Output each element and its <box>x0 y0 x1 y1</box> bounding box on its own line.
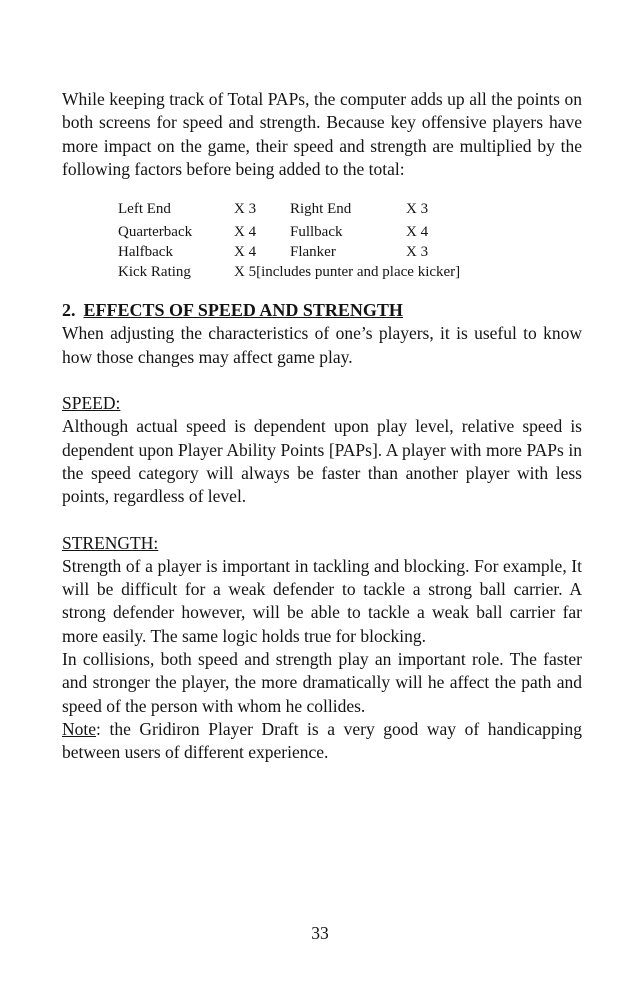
intro-paragraph: While keeping track of Total PAPs, the computer adds up all the points on both screens for speed and strength. Because key offensive players have more impact on the game, their speed and strength are multiplied by the following factors before being added to the total: <box>62 89 582 179</box>
kick-rating-note: [includes punter and place kicker] <box>256 264 461 281</box>
position-multiplier: X 4 <box>406 224 429 241</box>
position-name: Quarterback <box>118 224 193 241</box>
note-text: : the Gridiron Player Draft is a very good way of handicapping between users of different experience. <box>62 718 582 763</box>
note-paragraph <box>62 718 582 765</box>
position-multiplier: X 4 <box>234 244 257 261</box>
kick-rating-label: Kick Rating <box>118 264 191 281</box>
table-row <box>118 242 460 262</box>
multiplier-factors-table <box>118 199 460 282</box>
strength-paragraph: Strength of a player is important in tackling and blocking. For example, It will be difficult for a weak defender to tackle a strong ball carrier. A strong defender however, will be able to tackle a weak ball carrier far more easily. The same logic holds true for blocking. <box>62 555 582 646</box>
position-multiplier: X 3 <box>234 201 257 218</box>
position-name: Halfback <box>118 244 173 261</box>
section-title: EFFECTS OF SPEED AND STRENGTH <box>83 300 403 321</box>
strength-heading: STRENGTH: <box>62 532 159 553</box>
manual-page-content <box>62 88 582 765</box>
section-number: 2. <box>62 300 76 321</box>
position-multiplier: X 4 <box>234 224 257 241</box>
position-multiplier: X 3 <box>406 201 429 218</box>
table-row <box>118 222 460 242</box>
speed-paragraph: Although actual speed is dependent upon play level, relative speed is dependent upon Player Ability Points [PAPs]. A player with more PAPs in the speed category will always be faster than another player with less points, regardless of level. <box>62 416 582 507</box>
position-multiplier: X 3 <box>406 244 429 261</box>
collisions-paragraph: In collisions, both speed and strength play an important role. The faster and stronger the player, the more dramatically will he affect the path and speed of the person with whom he collides. <box>62 649 582 716</box>
section-heading <box>62 299 582 322</box>
note-label: Note <box>62 718 97 739</box>
position-name: Fullback <box>290 224 343 241</box>
speed-heading: SPEED: <box>62 393 121 414</box>
position-name: Right End <box>290 201 352 218</box>
table-row <box>118 262 460 282</box>
position-name: Flanker <box>290 244 336 261</box>
position-name: Left End <box>118 201 171 218</box>
table-row <box>118 199 460 222</box>
section-intro-paragraph: When adjusting the characteristics of one’s players, it is useful to know how those changes may affect game play. <box>62 323 582 367</box>
page-number: 33 <box>311 923 329 943</box>
kick-rating-multiplier: X 5 <box>234 264 257 281</box>
